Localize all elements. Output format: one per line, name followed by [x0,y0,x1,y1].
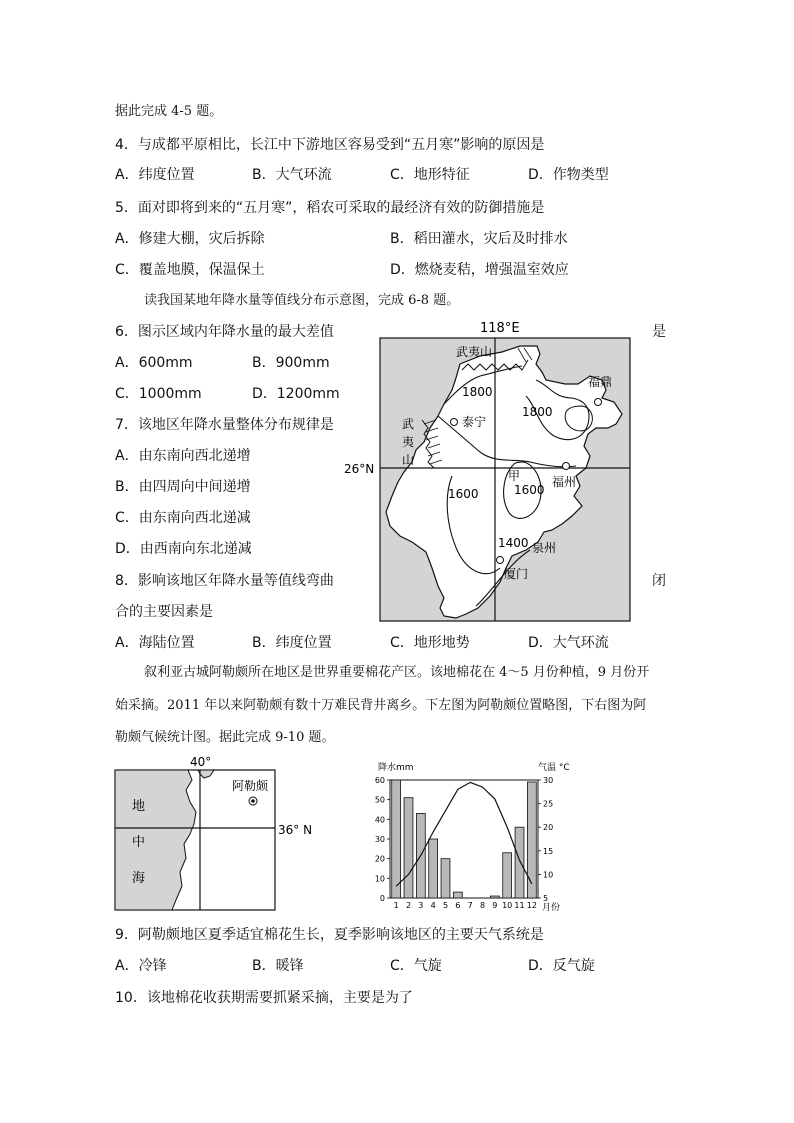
q9-option-c: C．气旋 [390,958,442,974]
y2-tick-label: 5 [543,894,549,903]
chart-xlabel: 月份 [542,903,561,913]
q9-stem: 9．阿勒颇地区夏季适宜棉花生长，夏季影响该地区的主要天气系统是 [115,927,544,943]
q8-stem: 8．影响该地区年降水量等值线弯曲 [115,573,334,589]
q7-option-d: D．由西南向东北递减 [115,541,252,557]
label-aleppo: 阿勒颇 [232,779,269,793]
precipitation-map [340,316,640,626]
label-wuyishan-top: 武夷山 [456,345,493,359]
precip-bar-2 [404,798,413,898]
q6-option-d: D．1200mm [252,386,340,402]
q4-stem: 4．与成都平原相比，长江中下游地区容易受到“五月寒”影响的原因是 [115,137,545,153]
xiamen-marker [497,557,504,564]
x-tick-label: 12 [526,901,537,910]
aleppo-location-map [110,754,315,914]
y-tick-label: 10 [374,874,385,884]
aleppo-marker-dot [251,799,255,803]
x-tick-label: 2 [405,901,412,910]
q9-option-b: B．暖锋 [252,958,304,974]
precip-bar-11 [515,827,524,898]
q5-option-a: A．修建大棚，灾后拆除 [115,231,265,247]
x-tick-label: 4 [430,901,436,910]
x-tick-label: 8 [479,901,486,910]
y-tick-label: 60 [374,776,385,785]
y2-tick-label: 30 [543,776,554,785]
intro-9-10-line-2: 始采摘。2011 年以来阿勒颇有数十万难民背井离乡。下左图为阿勒颇位置略图，下右图为阿 [115,698,647,713]
y-tick-label: 50 [374,795,385,805]
intro-6-8: 读我国某地年降水量等值线分布示意图，完成 6-8 题。 [144,293,460,308]
precip-bar-6 [453,892,462,898]
q5-option-c: C．覆盖地膜，保温保土 [115,262,265,278]
label-wuyishan-side-2: 夷 [402,435,415,449]
q5-stem: 5．面对即将到来的“五月寒”，稻农可采取的最经济有效的防御措施是 [115,200,545,216]
q7-stem: 7．该地区年降水量整体分布规律是 [115,417,334,433]
y2-tick-label: 10 [543,870,554,880]
q4-option-b: B．大气环流 [252,167,332,183]
x-tick-label: 10 [502,901,513,910]
intro-4-5: 据此完成 4-5 题。 [115,104,223,119]
q6-option-b: B．900mm [252,355,330,371]
label-fuzhou: 福州 [552,475,577,489]
q7-option-c: C．由东南向西北递减 [115,510,251,526]
isoline-label-1800-west: 1800 [462,385,493,399]
isoline-label-1600-jia: 1600 [514,483,545,497]
chart-ylabel: 降水mm [378,763,414,773]
x-tick-label: 5 [442,901,449,910]
q10-stem: 10．该地棉花收获期需要抓紧采摘，主要是为了 [115,990,413,1006]
precip-bar-12 [527,782,536,898]
label-taining: 泰宁 [462,415,487,429]
y-tick-label: 0 [379,894,385,903]
taining-marker [451,419,458,426]
q6-option-c: C．1000mm [115,386,202,402]
q6-stem-end: 是 [652,324,666,340]
x-tick-label: 3 [418,901,424,910]
chart-y2label: 气温 °C [538,763,570,773]
q5-option-b: B．稻田灌水，灾后及时排水 [390,231,568,247]
precip-bar-9 [490,896,499,898]
isoline-label-1400: 1400 [498,536,529,550]
y-tick-label: 20 [374,854,385,864]
sea-char-2: 中 [132,835,146,850]
precip-bar-4 [429,839,438,898]
precip-bar-5 [441,859,450,898]
label-quanzhou: 泉州 [532,541,557,555]
isoline-label-1800-east: 1800 [522,405,553,419]
precip-bar-1 [392,780,401,898]
label-wuyishan-side-1: 武 [402,417,415,431]
sea-char-3: 海 [132,871,146,886]
isoline-label-1600-west: 1600 [448,487,479,501]
x-tick-label: 6 [455,901,461,910]
x-tick-label: 9 [492,901,498,910]
intro-9-10-line-3: 勒颇气候统计图。据此完成 9-10 题。 [115,730,335,745]
fuding-marker [595,399,602,406]
label-xiamen: 厦门 [504,567,529,581]
q6-option-a: A．600mm [115,355,193,371]
q8-option-b: B．纬度位置 [252,635,332,651]
label-jia: 甲 [508,469,521,483]
x-tick-label: 7 [467,901,473,910]
precip-bar-10 [503,853,512,898]
sea-char-1: 地 [132,799,146,814]
y-tick-label: 30 [374,835,385,844]
q7-option-a: A．由东南向西北递增 [115,448,251,464]
y-tick-label: 40 [374,815,385,825]
intro-9-10-line-1: 叙利亚古城阿勒颇所在地区是世界重要棉花产区。该地棉花在 4～5 月份种植，9 月份开 [144,665,650,680]
q8-stem-end: 闭 [652,573,666,589]
q4-option-d: D．作物类型 [528,167,609,183]
aleppo-climate-chart [360,758,590,914]
q9-option-a: A．冷锋 [115,958,167,974]
label-wuyishan-side-3: 山 [402,453,415,467]
lat-label: 26°N [344,462,375,476]
lat-label-36n: 36° N [278,823,313,837]
q8-option-c: C．地形地势 [390,635,470,651]
y2-tick-label: 25 [543,799,554,809]
x-tick-label: 11 [514,901,525,910]
lon-label-40: 40° [190,755,212,769]
x-tick-label: 1 [393,901,399,910]
q5-option-d: D．燃烧麦秸，增强温室效应 [390,262,569,278]
q8-stem-cont: 合的主要因素是 [115,604,213,620]
y2-tick-label: 15 [543,846,554,856]
y2-tick-label: 20 [543,823,554,833]
q8-option-a: A．海陆位置 [115,635,195,651]
q4-option-a: A．纬度位置 [115,167,195,183]
fuzhou-marker [563,463,570,470]
label-fuding: 福鼎 [588,375,613,389]
q9-option-d: D．反气旋 [528,958,595,974]
q6-stem: 6．图示区域内年降水量的最大差值 [115,324,334,340]
q7-option-b: B．由四周向中间递增 [115,479,251,495]
q4-option-c: C．地形特征 [390,167,470,183]
q8-option-d: D．大气环流 [528,635,609,651]
lon-label: 118°E [480,321,520,336]
